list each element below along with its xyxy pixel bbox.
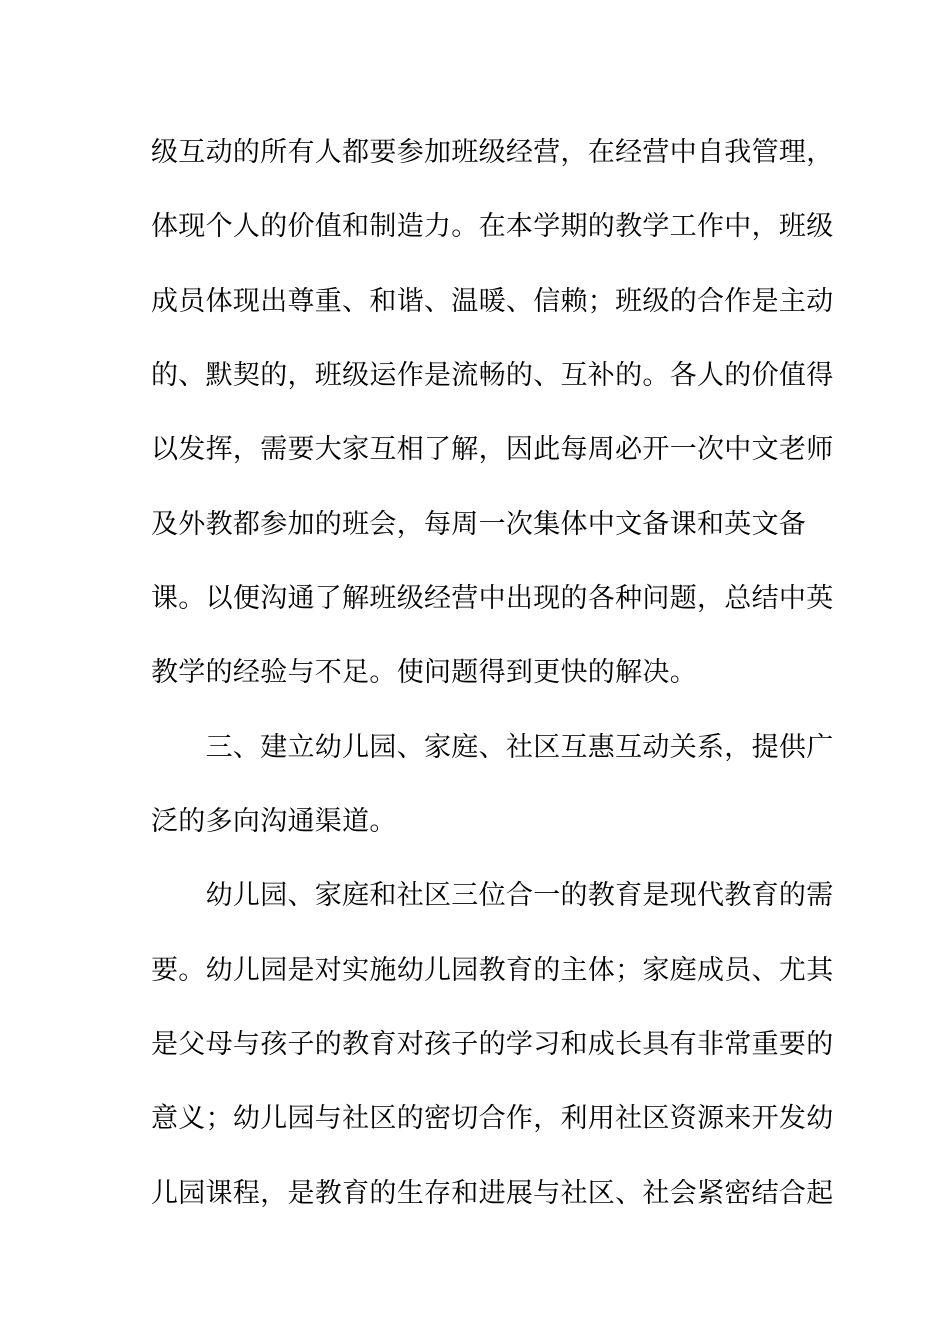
text-line: 是父母与孩子的教育对孩子的学习和成长具有非常重要的 bbox=[151, 1029, 834, 1060]
text-line: 体现个人的价值和制造力。在本学期的教学工作中，班级 bbox=[151, 211, 834, 242]
text-line: 儿园课程，是教育的生存和进展与社区、社会紧密结合起 bbox=[151, 1178, 834, 1209]
section-heading: 三、建立幼儿园、家庭、社区互惠互动关系，提供广 bbox=[151, 732, 834, 763]
text-line: 意义；幼儿园与社区的密切合作，利用社区资源来开发幼 bbox=[151, 1103, 834, 1134]
text-line: 级互动的所有人都要参加班级经营，在经营中自我管理， bbox=[151, 137, 834, 168]
text-line: 泛的多向沟通渠道。 bbox=[151, 806, 397, 837]
text-line: 课。以便沟通了解班级经营中出现的各种问题，总结中英 bbox=[151, 583, 834, 614]
paragraph-start: 幼儿园、家庭和社区三位合一的教育是现代教育的需 bbox=[151, 880, 834, 911]
text-line: 及外教都参加的班会，每周一次集体中文备课和英文备 bbox=[151, 509, 807, 540]
text-line: 的、默契的，班级运作是流畅的、互补的。各人的价值得 bbox=[151, 360, 834, 391]
text-line: 教学的经验与不足。使问题得到更快的解决。 bbox=[151, 657, 697, 688]
text-line: 要。幼儿园是对实施幼儿园教育的主体；家庭成员、尤其 bbox=[151, 955, 834, 986]
text-line: 成员体现出尊重、和谐、温暖、信赖；班级的合作是主动 bbox=[151, 286, 834, 317]
text-line: 以发挥，需要大家互相了解，因此每周必开一次中文老师 bbox=[151, 434, 834, 465]
